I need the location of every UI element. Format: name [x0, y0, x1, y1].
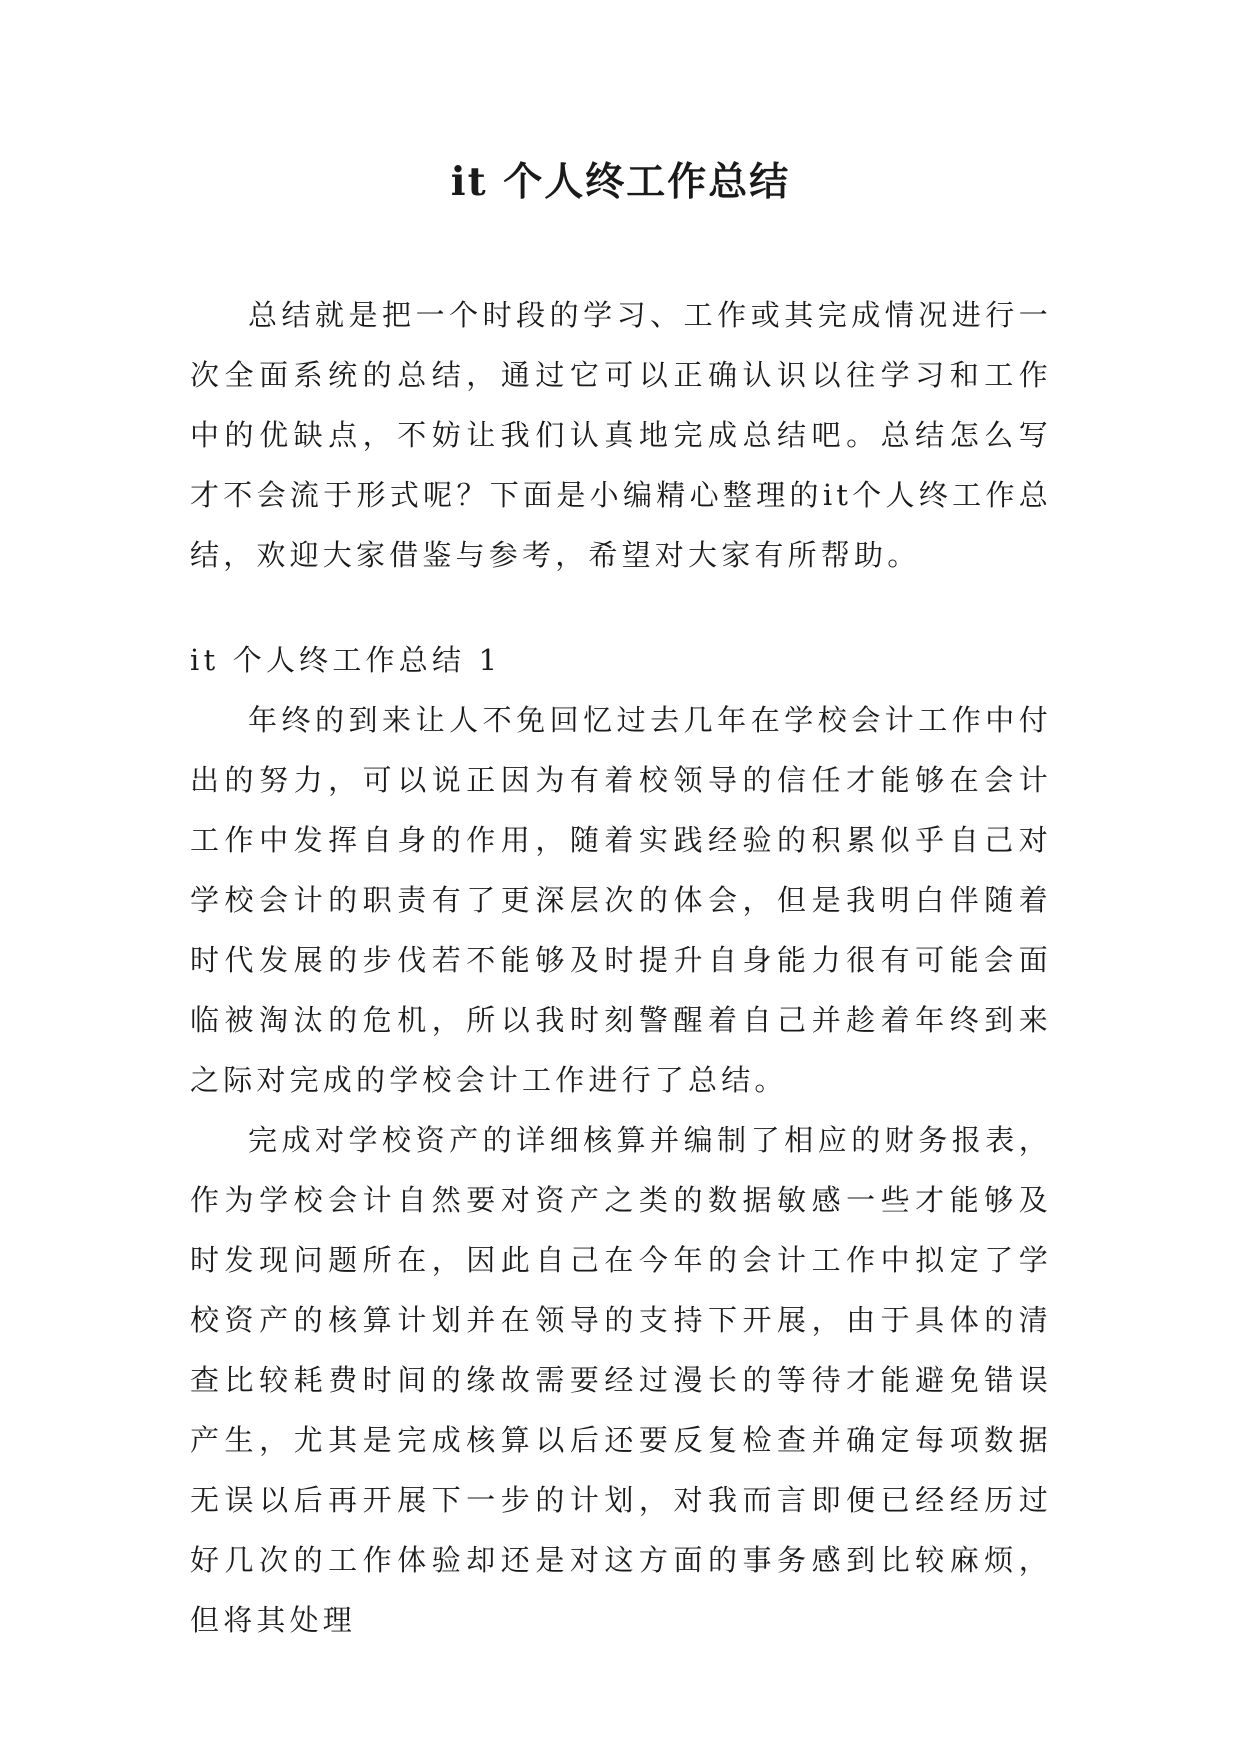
intro-paragraph: 总结就是把一个时段的学习、工作或其完成情况进行一次全面系统的总结，通过它可以正确认识以往学习和工作中的优缺点，不妨让我们认真地完成总结吧。总结怎么写才不会流于形式呢？下面是小编精心整理的it个人终工作总结，欢迎大家借鉴与参考，希望对大家有所帮助。 [190, 298, 1052, 572]
body-paragraph: 完成对学校资产的详细核算并编制了相应的财务报表，作为学校会计自然要对资产之类的数据敏感一些才能够及时发现问题所在，因此自己在今年的会计工作中拟定了学校资产的核算计划并在领导的支持下开展，由于具体的清查比较耗费时间的缘故需要经过漫长的等待才能避免错误产生，尤其是完成核算以后还要反复检查并确定每项数据无误以后再开展下一步的计划，对我而言即便已经经历过好几次的工作体验却还是对这方面的事务感到比较麻烦，但将其处理 [190, 1123, 1052, 1637]
section-heading: it 个人终工作总结 1 [190, 643, 502, 677]
section-1 [190, 630, 1052, 1650]
document-title: it 个人终工作总结 [450, 159, 791, 205]
body-paragraph: 年终的到来让人不免回忆过去几年在学校会计工作中付出的努力，可以说正因为有着校领导的信任才能够在会计工作中发挥自身的作用，随着实践经验的积累似乎自己对学校会计的职责有了更深层次的体会，但是我明白伴随着时代发展的步伐若不能够及时提升自身能力很有可能会面临被淘汰的危机，所以我时刻警醒着自己并趁着年终到来之际对完成的学校会计工作进行了总结。 [190, 703, 1052, 1097]
intro-block [190, 285, 1052, 585]
